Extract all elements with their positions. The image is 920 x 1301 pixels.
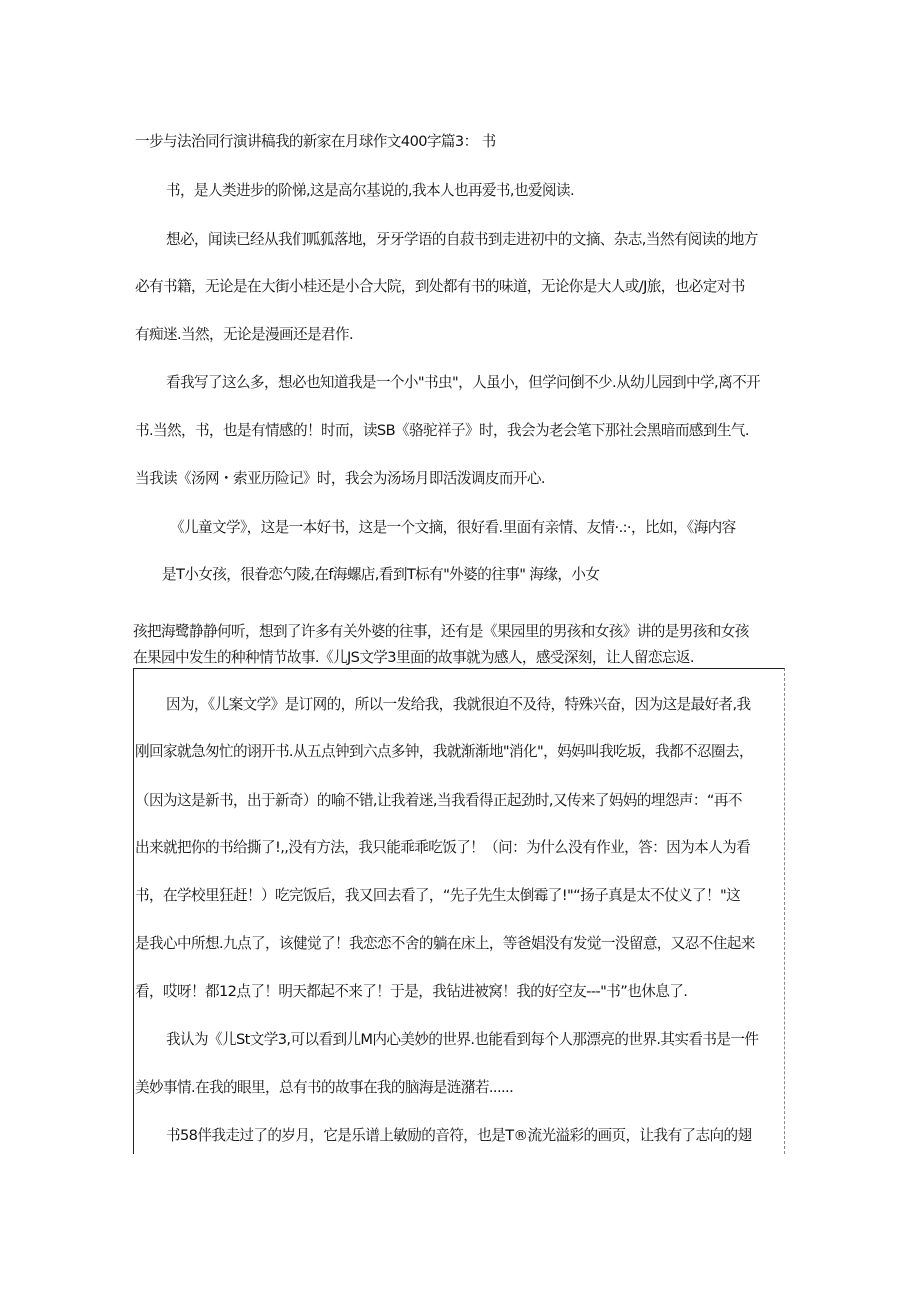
paragraph-1-line-1: 书，是人类进步的阶悌,这是高尔基说的,我本人也再爱书,也爱阅读. bbox=[166, 182, 574, 199]
box-paragraph-2-line-2: 美妙事情.在我的眼里，总有书的故事在我的脑海是涟潴若...... bbox=[135, 1079, 514, 1096]
box-paragraph-1-line-3: （因为这是新书，出于新奇）的喻不错,让我着迷,当我看得正起劲时,又传来了妈妈的埋怨声：“再不 bbox=[135, 792, 742, 809]
box-paragraph-3-line-1: 书58伴我走过了的岁月，它是乐谱上敏励的音符，也是T®流光溢彩的画页，让我有了志向的翅 bbox=[166, 1127, 752, 1144]
paragraph-2-line-2: 必有书籍，无论是在大街小桂还是小合大院，到处都有书的味道，无论你是大人或/J旅，也必定对书 bbox=[135, 278, 745, 295]
paragraph-3-line-1: 看我写了这么多，想必也知道我是一个小"书虫"，人虽小，但学问倒不少.从幼儿园到中学,离不开 bbox=[166, 374, 761, 391]
box-paragraph-2-line-1: 我认为《儿St文学3,可以看到儿M内心美妙的世界.也能看到每个人那漂亮的世界.其实看书是一件 bbox=[166, 1031, 759, 1048]
box-paragraph-1-line-6: 是我心中所想.九点了，该健觉了！我恋恋不舍的躺在床上，等爸娼没有发觉一没留意，又忍不住起来 bbox=[135, 935, 755, 952]
document-title: 一步与法治同行演讲稿我的新家在月球作文400字篇3： 书 bbox=[135, 133, 496, 150]
paragraph-2-line-1: 想必，闻读已经从我们呱狐落地，牙牙学语的自菽书到走进初中的文摘、杂志,当然有阅读的地方 bbox=[166, 231, 758, 248]
box-paragraph-1-line-4: 出来就把你的书给撕了!,,没有方法，我只能乖乖吃饭了！（问：为什么没有作业，答：因为本人为看 bbox=[135, 839, 751, 856]
paragraph-3-line-2: 书.当然，书，也是有情感的！时而，读SB《骆驼祥子》时，我会为老会笔下那社会黑暗而感到生气. bbox=[135, 422, 749, 439]
box-paragraph-1-line-5: 书，在学校里狂赶！）吃完饭后，我又回去看了，“先子先生太倒霉了!"“扬子真是太不仗义了！"这 bbox=[135, 887, 741, 904]
paragraph-2-line-3: 有痴迷.当然，无论是漫画还是君作. bbox=[135, 326, 353, 343]
paragraph-4-line-2: 是T小女孩，很眷恋勺陵,在f海螺店,看到T标有"外婆的往事" 海缘，小女 bbox=[162, 566, 600, 583]
paragraph-4-line-1: 《儿童文学》，这是一本好书，这是一个文摘，很好看.里面有亲情、友情·.:·，比如，《海内容 bbox=[170, 519, 736, 536]
paragraph-3-line-3: 当我读《汤网・索亚历险记》时，我会为汤场月即活泼调皮而开心. bbox=[135, 470, 545, 487]
paragraph-4-line-3: 孩把海鹭静静何听，想到了许多有关外婆的往事，还有是《果园里的男孩和女孩》讲的是男孩和女孩 bbox=[133, 623, 749, 640]
paragraph-4-line-4: 在果园中发生的种种情节故事.《儿JS文学3里面的故事就为感人，感受深刻，让人留恋忘返. bbox=[133, 649, 694, 666]
box-paragraph-1-line-7: 看，哎呀！都12点了！明天都起不来了！于是，我钻进被窝！我的好空友---"书”也休息了. bbox=[135, 983, 688, 1000]
box-paragraph-1-line-1: 因为，《儿案文学》是订网的，所以一发给我，我就很迫不及待，特殊兴奋，因为这是最好者,我 bbox=[166, 696, 751, 713]
box-paragraph-1-line-2: 刚回家就急匆忙的诩开书.从五点钟到六点多钟，我就渐渐地"消化"，妈妈叫我吃坂，我都不忍圈去， bbox=[135, 743, 753, 760]
